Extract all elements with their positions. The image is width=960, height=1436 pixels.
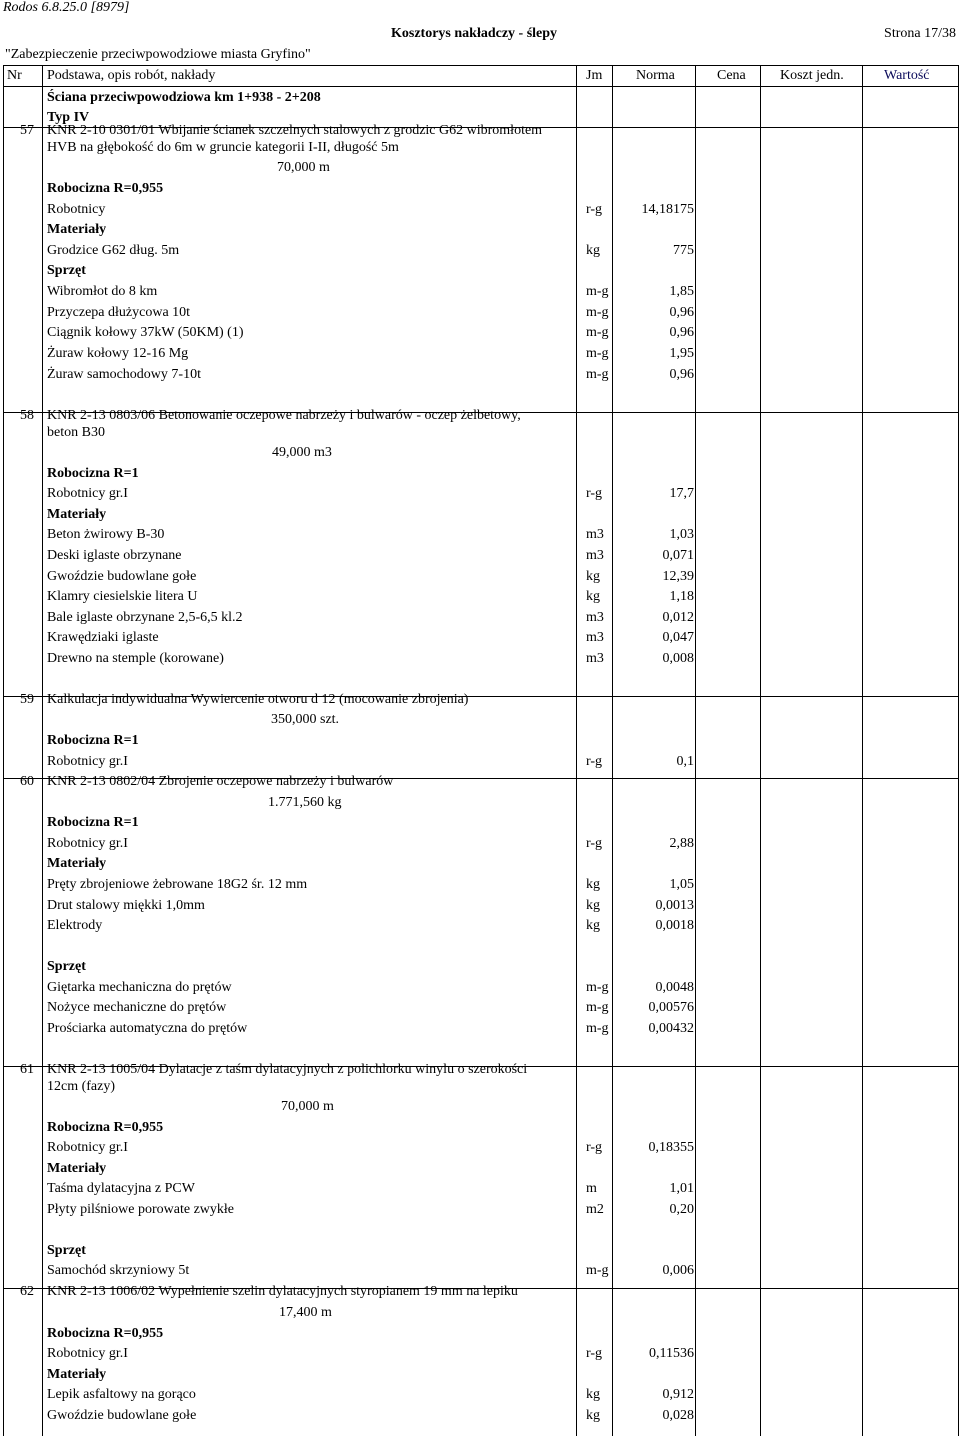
resource-unit: kg (586, 589, 600, 604)
column-header-koszt-jedn: Koszt jedn. (780, 68, 844, 83)
section-title: Ściana przeciwpowodziowa km 1+938 - 2+208 (47, 90, 321, 105)
resource-category: Robocizna R=1 (47, 466, 139, 481)
resource-unit: r-g (586, 836, 603, 851)
resource-category: Materiały (47, 1161, 107, 1176)
resource-name: Robotnicy (47, 202, 106, 217)
resource-norm: 0,006 (662, 1263, 694, 1278)
position-quantity: 70,000 m (281, 1099, 334, 1114)
page-number: Strona 17/38 (884, 26, 956, 41)
resource-category: Materiały (47, 856, 107, 871)
position-number: 58 (20, 408, 34, 423)
resource-category: Materiały (47, 1367, 107, 1382)
resource-name: Lepik asfaltowy na gorąco (47, 1387, 196, 1402)
resource-name: Grodzice G62 dług. 5m (47, 243, 180, 258)
resource-category: Sprzęt (47, 263, 86, 278)
resource-norm: 0,11536 (649, 1346, 694, 1361)
resource-category: Materiały (47, 507, 107, 522)
horizontal-rule (3, 1066, 958, 1067)
resource-norm: 17,7 (669, 486, 694, 501)
resource-category: Robocizna R=0,955 (47, 181, 164, 196)
resource-norm: 1,95 (669, 346, 694, 361)
resource-name: Taśma dylatacyjna z PCW (47, 1181, 195, 1196)
resource-norm: 0,071 (662, 548, 694, 563)
horizontal-rule (3, 65, 958, 66)
resource-unit: m2 (586, 1202, 604, 1217)
resource-category: Robocizna R=1 (47, 733, 139, 748)
position-description: KNR 2-13 0802/04 Zbrojenie oczepowe nabrzeży i bulwarów (47, 774, 394, 789)
resource-category: Robocizna R=0,955 (47, 1326, 164, 1341)
resource-unit: m3 (586, 610, 604, 625)
resource-norm: 2,88 (669, 836, 694, 851)
resource-unit: r-g (586, 754, 603, 769)
vertical-rule (958, 65, 959, 1436)
resource-norm: 0,20 (669, 1202, 694, 1217)
resource-unit: m-g (586, 1021, 609, 1036)
position-number: 57 (20, 123, 34, 138)
resource-norm: 12,39 (662, 569, 694, 584)
resource-category: Robocizna R=0,955 (47, 1120, 164, 1135)
column-header-norma: Norma (636, 68, 675, 83)
position-description: KNR 2-13 0803/06 Betonowanie oczepowe nabrzeży i bulwarów - oczep żelbetowy, (47, 408, 521, 423)
resource-name: Elektrody (47, 918, 103, 933)
position-number: 60 (20, 774, 34, 789)
position-quantity: 17,400 m (279, 1305, 332, 1320)
resource-category: Robocizna R=1 (47, 815, 139, 830)
resource-norm: 14,18175 (641, 202, 694, 217)
position-description: HVB na głębokość do 6m w gruncie kategorii I-II, długość 5m (47, 140, 399, 155)
resource-unit: kg (586, 918, 600, 933)
resource-unit: m-g (586, 980, 609, 995)
resource-norm: 0,96 (669, 305, 694, 320)
resource-norm: 0,0018 (655, 918, 694, 933)
resource-unit: r-g (586, 1140, 603, 1155)
position-number: 59 (20, 692, 34, 707)
resource-name: Przyczepa dłużycowa 10t (47, 305, 191, 320)
app-version: Rodos 6.8.25.0 [8979] (3, 0, 130, 15)
position-description: KNR 2-10 0301/01 Wbijanie ścianek szczelnych stalowych z grodzic G62 wibromłotem (47, 123, 543, 138)
resource-unit: r-g (586, 202, 603, 217)
resource-norm: 0,0048 (655, 980, 694, 995)
resource-norm: 1,03 (669, 527, 694, 542)
resource-norm: 0,0013 (655, 898, 694, 913)
resource-name: Płyty pilśniowe porowate zwykłe (47, 1202, 235, 1217)
resource-norm: 0,96 (669, 367, 694, 382)
position-description: KNR 2-13 1005/04 Dylatacje z taśm dylatacyjnych z polichlorku winylu o szerokości (47, 1062, 528, 1077)
resource-name: Gwoździe budowlane gołe (47, 569, 197, 584)
horizontal-rule (3, 778, 958, 779)
vertical-rule (576, 65, 577, 1436)
resource-unit: m-g (586, 1263, 609, 1278)
resource-unit: kg (586, 243, 600, 258)
position-description: KNR 2-13 1006/02 Wypełnienie szelin dylatacyjnych styropianem 19 mm na lepiku (47, 1284, 518, 1299)
resource-unit: m-g (586, 346, 609, 361)
section-subtitle: Typ IV (47, 110, 90, 125)
resource-name: Beton żwirowy B-30 (47, 527, 165, 542)
position-description: 12cm (fazy) (47, 1079, 116, 1094)
column-header-wartosc: Wartość (884, 68, 930, 83)
resource-norm: 0,912 (662, 1387, 694, 1402)
resource-unit: r-g (586, 486, 603, 501)
resource-name: Robotnicy gr.I (47, 486, 128, 501)
resource-unit: m-g (586, 305, 609, 320)
resource-unit: kg (586, 1387, 600, 1402)
resource-norm: 0,18355 (648, 1140, 694, 1155)
column-header-description: Podstawa, opis robót, nakłady (47, 68, 216, 83)
resource-name: Pręty zbrojeniowe żebrowane 18G2 śr. 12 mm (47, 877, 308, 892)
resource-name: Żuraw samochodowy 7-10t (47, 367, 201, 382)
vertical-rule (862, 65, 863, 1436)
resource-name: Wibromłot do 8 km (47, 284, 158, 299)
position-quantity: 1.771,560 kg (268, 795, 342, 810)
resource-name: Samochód skrzyniowy 5t (47, 1263, 190, 1278)
resource-norm: 0,1 (676, 754, 694, 769)
position-description: beton B30 (47, 425, 105, 440)
resource-name: Gwoździe budowlane gołe (47, 1408, 197, 1423)
resource-name: Żuraw kołowy 12-16 Mg (47, 346, 189, 361)
horizontal-rule (3, 412, 958, 413)
position-quantity: 350,000 szt. (271, 712, 340, 727)
vertical-rule (760, 65, 761, 1436)
resource-category: Sprzęt (47, 959, 86, 974)
resource-name: Ciągnik kołowy 37kW (50KM) (1) (47, 325, 244, 340)
position-number: 61 (20, 1062, 34, 1077)
column-header-nr: Nr (7, 68, 22, 83)
vertical-rule (3, 65, 4, 1436)
position-quantity: 49,000 m3 (272, 445, 332, 460)
resource-unit: m-g (586, 284, 609, 299)
position-description: Kalkulacja indywidualna Wywiercenie otworu d 12 (mocowanie zbrojenia) (47, 692, 469, 707)
resource-unit: m3 (586, 651, 604, 666)
resource-unit: m3 (586, 548, 604, 563)
resource-name: Robotnicy gr.I (47, 754, 128, 769)
resource-name: Robotnicy gr.I (47, 836, 128, 851)
resource-unit: kg (586, 569, 600, 584)
resource-unit: m-g (586, 1000, 609, 1015)
vertical-rule (42, 65, 43, 1436)
resource-name: Klamry ciesielskie litera U (47, 589, 198, 604)
resource-norm: 1,01 (669, 1181, 694, 1196)
resource-category: Sprzęt (47, 1243, 86, 1258)
resource-name: Robotnicy gr.I (47, 1140, 128, 1155)
resource-name: Krawędziaki iglaste (47, 630, 159, 645)
horizontal-rule (3, 696, 958, 697)
column-header-cena: Cena (717, 68, 746, 83)
resource-unit: r-g (586, 1346, 603, 1361)
resource-name: Bale iglaste obrzynane 2,5-6,5 kl.2 (47, 610, 243, 625)
resource-name: Robotnicy gr.I (47, 1346, 128, 1361)
horizontal-rule (3, 127, 958, 128)
position-quantity: 70,000 m (277, 160, 330, 175)
project-name: "Zabezpieczenie przeciwpowodziowe miasta Gryfino" (5, 47, 311, 62)
resource-name: Drewno na stemple (korowane) (47, 651, 224, 666)
resource-norm: 0,00576 (648, 1000, 694, 1015)
resource-unit: kg (586, 1408, 600, 1423)
position-number: 62 (20, 1284, 34, 1299)
horizontal-rule (3, 86, 958, 87)
resource-norm: 0,008 (662, 651, 694, 666)
resource-name: Nożyce mechaniczne do prętów (47, 1000, 227, 1015)
resource-norm: 0,96 (669, 325, 694, 340)
resource-unit: m-g (586, 325, 609, 340)
resource-unit: m3 (586, 630, 604, 645)
resource-unit: m (586, 1181, 597, 1196)
horizontal-rule (3, 1288, 958, 1289)
resource-unit: kg (586, 877, 600, 892)
resource-unit: m-g (586, 367, 609, 382)
resource-name: Drut stalowy miękki 1,0mm (47, 898, 205, 913)
resource-norm: 0,028 (662, 1408, 694, 1423)
resource-norm: 775 (673, 243, 694, 258)
resource-norm: 0,012 (662, 610, 694, 625)
resource-norm: 1,05 (669, 877, 694, 892)
resource-name: Prościarka automatyczna do prętów (47, 1021, 248, 1036)
resource-norm: 0,00432 (648, 1021, 694, 1036)
resource-norm: 1,85 (669, 284, 694, 299)
resource-norm: 1,18 (669, 589, 694, 604)
vertical-rule (612, 65, 613, 1436)
vertical-rule (695, 65, 696, 1436)
resource-norm: 0,047 (662, 630, 694, 645)
resource-name: Giętarka mechaniczna do prętów (47, 980, 232, 995)
resource-unit: kg (586, 898, 600, 913)
column-header-jm: Jm (586, 68, 603, 83)
resource-name: Deski iglaste obrzynane (47, 548, 182, 563)
resource-category: Materiały (47, 222, 107, 237)
document-title: Kosztorys nakładczy - ślepy (391, 26, 558, 41)
resource-unit: m3 (586, 527, 604, 542)
